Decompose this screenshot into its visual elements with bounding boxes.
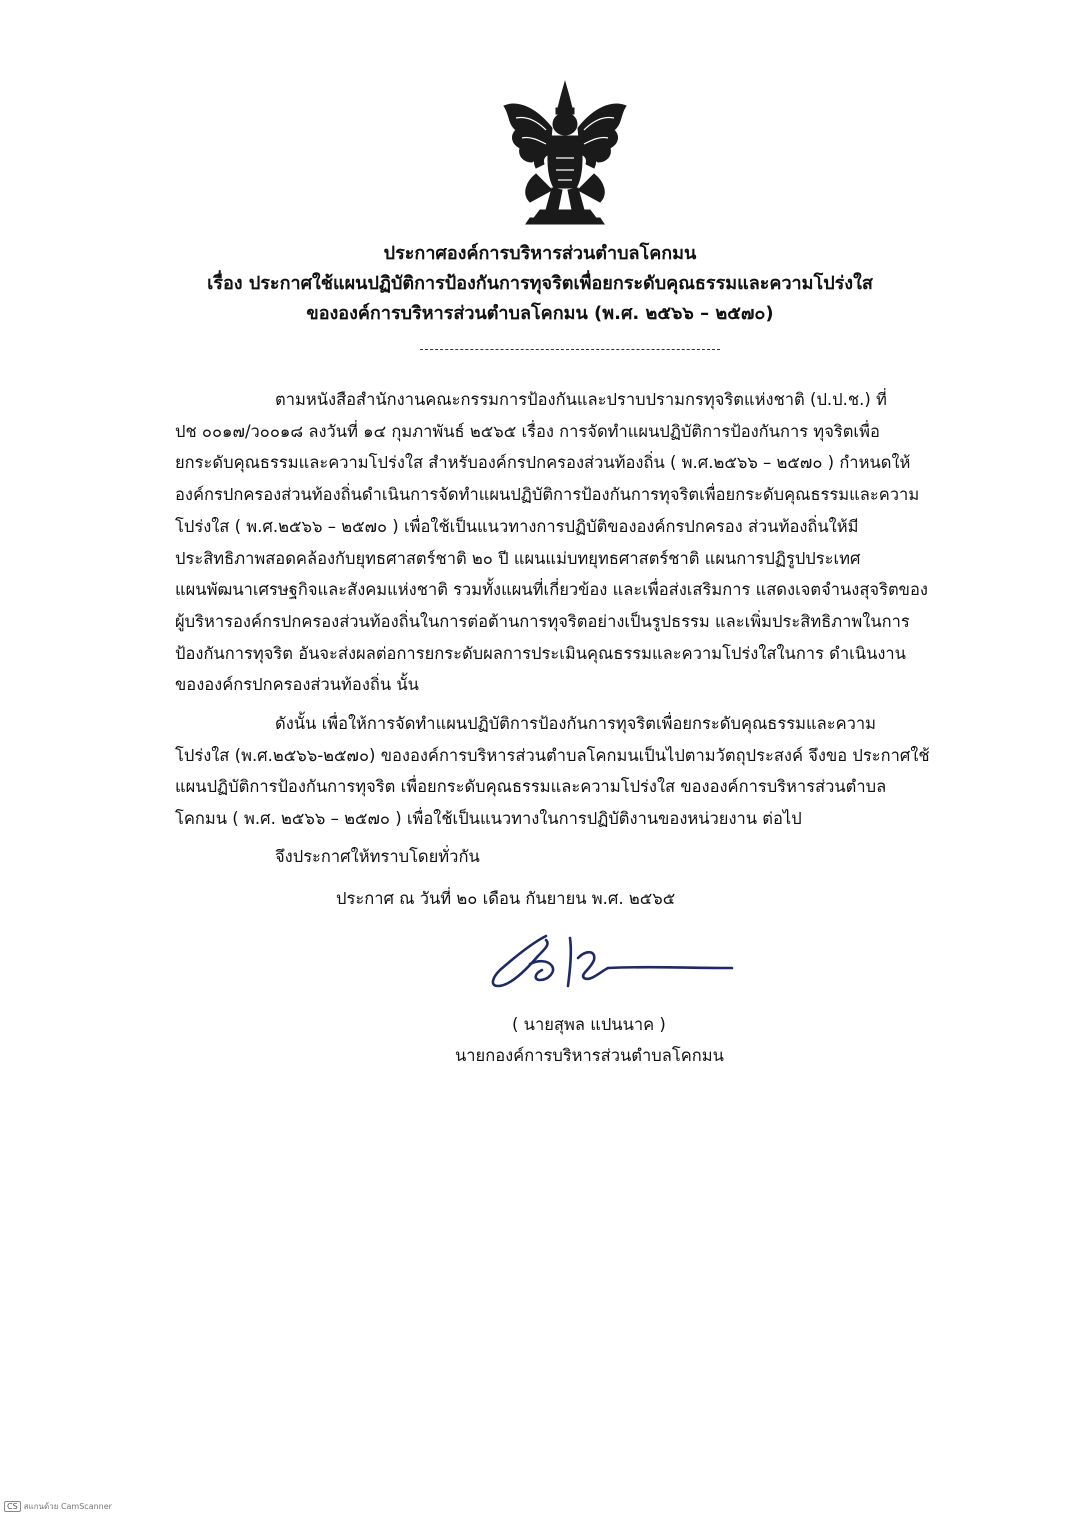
paragraph-line: ผู้บริหารองค์กรปกครองส่วนท้องถิ่นในการต่อต้านการทุจริตอย่างเป็นรูปธรรม และเพิ่มประสิทธิภาพในการ [175,611,910,631]
paragraph-line: ปช ๐๐๑๗/ว๐๐๑๘ ลงวันที่ ๑๔ กุมภาพันธ์ ๒๕๖๕ เรื่อง การจัดทำแผนปฏิบัติการป้องกันการ ทุจริตเพื่อ [175,421,880,441]
handwritten-signature [486,930,736,1000]
camscanner-logo-icon: CS [4,1501,21,1512]
paragraph-line: ตามหนังสือสำนักงานคณะกรรมการป้องกันและปราบปรามกรทุจริตแห่งชาติ (ป.ป.ช.) ที่ [275,390,887,409]
paragraph-line: ยกระดับคุณธรรมและความโปร่งใส สำหรับองค์กรปกครองส่วนท้องถิ่น ( พ.ศ.๒๕๖๖ – ๒๕๗๐ ) กำหนดให้ [175,453,911,473]
paragraph-line: องค์กรปกครองส่วนท้องถิ่นดำเนินการจัดทำแผนปฏิบัติการป้องกันการทุจริตเพื่อยกระดับคุณธรรมและความ [175,485,920,505]
announcement-subject: เรื่อง ประกาศใช้แผนปฏิบัติการป้องกันการทุจริตเพื่อยกระดับคุณธรรมและความโปร่งใส [207,273,873,294]
announcement-period: ขององค์การบริหารส่วนตำบลโคกมน (พ.ศ. ๒๕๖๖ – ๒๕๗๐) [306,303,774,324]
scanner-watermark [4,1500,112,1513]
announcement-title: ประกาศองค์การบริหารส่วนตำบลโคกมน [383,243,697,264]
paragraph-line: แผนพัฒนาเศรษฐกิจและสังคมแห่งชาติ รวมทั้งแผนที่เกี่ยวข้อง และเพื่อส่งเสริมการ แสดงเจตจำนงสุจริตของ [175,580,928,600]
paragraph-line: ประสิทธิภาพสอดคล้องกับยุทธศาสตร์ชาติ ๒๐ ปี แผนแม่บทยุทธศาสตร์ชาติ แผนการปฏิรูปประเทศ [175,548,861,568]
paragraph-line: ป้องกันการทุจริต อันจะส่งผลต่อการยกระดับผลการประเมินคุณธรรมและความโปร่งใสในการ ดำเนินงาน [175,643,906,663]
paragraph-line: ดังนั้น เพื่อให้การจัดทำแผนปฏิบัติการป้องกันการทุจริตเพื่อยกระดับคุณธรรมและความ [275,714,877,733]
paragraph-line: ขององค์กรปกครองส่วนท้องถิ่น นั้น [175,675,419,695]
signatory-position: นายกองค์การบริหารส่วนตำบลโคกมน [455,1046,724,1065]
closing-statement: จึงประกาศให้ทราบโดยทั่วกัน [275,847,480,866]
paragraph-line: โคกมน ( พ.ศ. ๒๕๖๖ – ๒๕๗๐ ) เพื่อใช้เป็นแนวทางในการปฏิบัติงานของหน่วยงาน ต่อไป [175,809,802,829]
paragraph-line: แผนปฏิบัติการป้องกันการทุจริต เพื่อยกระดับคุณธรรมและความโปร่งใส ขององค์การบริหารส่วนตำบล [175,777,887,797]
paragraph-reference [175,384,945,701]
paragraph-line: โปร่งใส (พ.ศ.๒๕๖๖-๒๕๗๐) ขององค์การบริหารส่วนตำบลโคกมนเป็นไปตามวัตถุประสงค์ จึงขอ ประกาศใช้ [175,745,930,765]
scanner-watermark-text: สแกนด้วย CamScanner [23,1502,112,1511]
signatory-name: ( นายสุพล แปนนาค ) [512,1015,666,1034]
garuda-emblem-icon [496,78,634,228]
paragraph-line: โปร่งใส ( พ.ศ.๒๕๖๖ – ๒๕๗๐ ) เพื่อใช้เป็นแนวทางการปฏิบัติขององค์กรปกครอง ส่วนท้องถิ่นให้มี [175,516,859,536]
announcement-date: ประกาศ ณ วันที่ ๒๐ เดือน กันยายน พ.ศ. ๒๕๖๕ [336,889,676,908]
heading-divider [420,349,720,350]
paragraph-announcement [175,708,945,835]
